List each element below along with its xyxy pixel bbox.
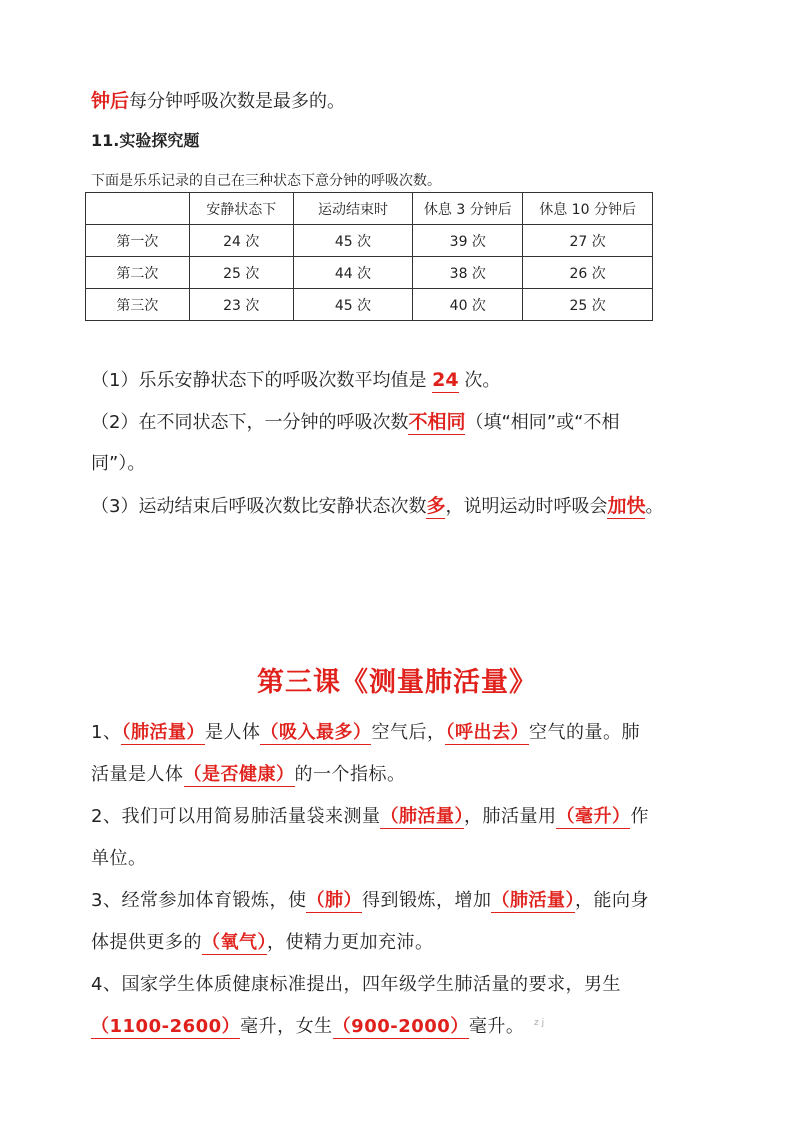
question-3: [91, 491, 663, 518]
table-cell: 38 次: [413, 257, 523, 289]
item-text: 2、我们可以用简易肺活量袋来测量: [91, 806, 381, 827]
item-2-continued: 单位。: [91, 848, 147, 869]
question-2-continued: 同”）。: [91, 453, 146, 474]
table-cell: 26 次: [523, 257, 653, 289]
lesson-title: 第三课《测量肺活量》: [257, 667, 537, 698]
answer-text: 不相同: [408, 411, 466, 433]
answer-text: （肺活量）: [380, 806, 464, 827]
table-cell: 24 次: [189, 225, 293, 257]
table-header-cell: [86, 193, 190, 225]
table-cell: 39 次: [413, 225, 523, 257]
breathing-table: [85, 192, 653, 321]
table-cell: 25 次: [189, 257, 293, 289]
table-header-cell: 运动结束时: [293, 193, 413, 225]
table-cell: 25 次: [523, 289, 653, 321]
watermark: z j: [534, 1018, 545, 1028]
table-row: [86, 225, 653, 257]
item-2: [91, 802, 711, 828]
table-cell: 44 次: [293, 257, 413, 289]
question-2: [91, 407, 619, 434]
item-text: 空气后，: [371, 722, 446, 743]
table-header-row: [86, 193, 653, 225]
answer-text: （氧气）: [202, 932, 267, 953]
item-1: [91, 718, 711, 744]
table-cell: 45 次: [293, 289, 413, 321]
table-cell: 27 次: [523, 225, 653, 257]
item-4-continued: [91, 1012, 711, 1038]
table-row: [86, 289, 653, 321]
table-header-cell: 安静状态下: [189, 193, 293, 225]
question-text: ，说明运动时呼吸会: [445, 496, 608, 517]
table-cell: 45 次: [293, 225, 413, 257]
answer-text: （吸入最多）: [260, 722, 372, 743]
table-header-cell: 休息 10 分钟后: [523, 193, 653, 225]
answer-text: （呼出去）: [445, 722, 529, 743]
question-text: （1）乐乐安静状态下的呼吸次数平均值是: [91, 370, 433, 391]
answer-text: （肺活量）: [121, 722, 205, 743]
table-cell: 第三次: [86, 289, 190, 321]
answer-text: （是否健康）: [183, 764, 295, 785]
answer-text: （肺）: [306, 890, 362, 911]
section-heading: 11.实验探究题: [91, 131, 200, 150]
table-cell: 第一次: [86, 225, 190, 257]
answer-text: 加快: [607, 495, 646, 517]
item-text: 作: [630, 806, 649, 827]
table-cell: 23 次: [189, 289, 293, 321]
answer-text: （毫升）: [556, 806, 631, 827]
question-text: （3）运动结束后呼吸次数比安静状态次数: [91, 496, 427, 517]
table-caption: 下面是乐乐记录的自己在三种状态下意分钟的呼吸次数。: [91, 173, 441, 189]
item-text: 体提供更多的: [91, 932, 202, 953]
table-row: [86, 257, 653, 289]
question-text: （2）在不同状态下，一分钟的呼吸次数: [91, 412, 409, 433]
line-text: 每分钟呼吸次数是最多的。: [129, 91, 346, 112]
item-text: 3、经常参加体育锻炼，使: [91, 890, 307, 911]
item-text: ，能向身: [574, 890, 649, 911]
answer-text: （肺活量）: [491, 890, 575, 911]
item-text: ，使精力更加充沛。: [267, 932, 434, 953]
question-text: 次。: [458, 370, 501, 391]
item-text: 是人体: [204, 722, 261, 743]
item-text: 毫升，女生: [240, 1016, 333, 1037]
top-line: [91, 86, 345, 113]
answer-text: （900-2000）: [332, 1016, 469, 1037]
answer-text: 钟后: [91, 90, 130, 112]
table-cell: 40 次: [413, 289, 523, 321]
item-4: 4、国家学生体质健康标准提出，四年级学生肺活量的要求，男生: [91, 974, 621, 995]
question-1: [91, 366, 500, 392]
item-1-continued: [91, 760, 711, 786]
answer-text: 24: [432, 369, 459, 391]
item-text: 活量是人体: [91, 764, 184, 785]
item-3-continued: [91, 928, 711, 954]
item-text: 得到锻炼，增加: [361, 890, 492, 911]
item-text: 空气的量。肺: [528, 722, 640, 743]
table-header-cell: 休息 3 分钟后: [413, 193, 523, 225]
item-3: [91, 886, 711, 912]
answer-text: 多: [426, 495, 446, 517]
table-cell: 第二次: [86, 257, 190, 289]
item-text: 毫升。: [468, 1016, 525, 1037]
item-text: ，肺活量用: [463, 806, 557, 827]
item-text: 的一个指标。: [294, 764, 406, 785]
question-text: 。: [645, 496, 664, 517]
question-text: （填“相同”或“不相: [465, 412, 620, 433]
answer-text: （1100-2600）: [91, 1016, 241, 1037]
item-text: 1、: [91, 722, 122, 743]
